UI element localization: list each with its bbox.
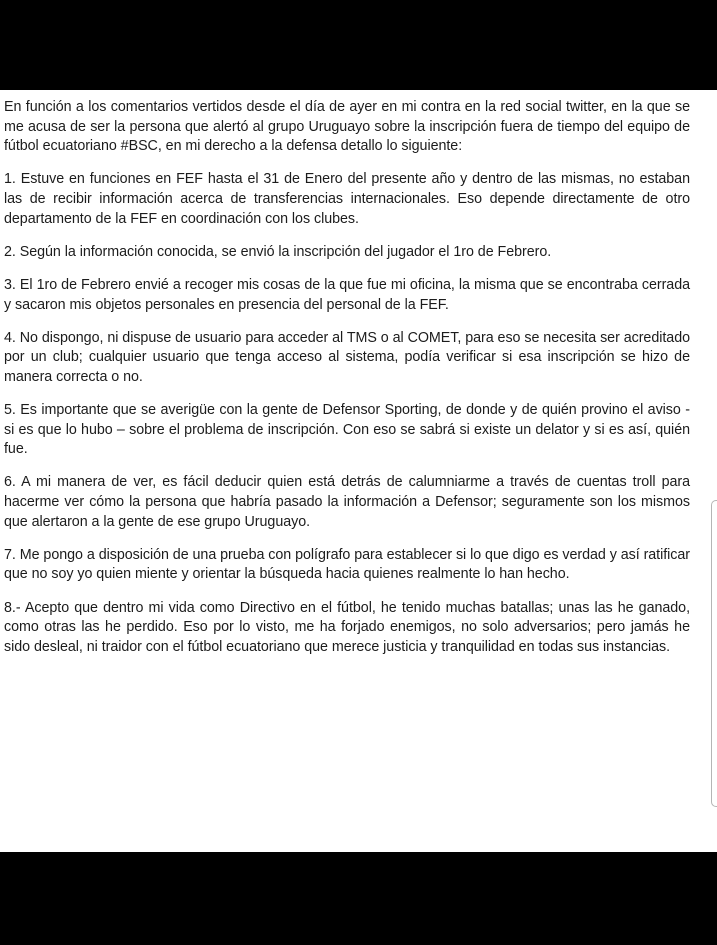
bottom-black-bar [0,852,717,945]
point-8-paragraph: 8.- Acepto que dentro mi vida como Directivo en el fútbol, he tenido muchas batallas; unas las he ganado, como otras las he perdido. Eso por lo visto, me ha forjado enemigos, no solo adversarios; pero jamás he sido desleal, ni traidor con el fútbol ecuatoriano que merece justicia y tranquilidad en todas sus instancias. [4,599,690,655]
page-edge-scrollbar[interactable] [711,500,717,807]
document-page [0,90,717,852]
point-7-paragraph: 7. Me pongo a disposición de una prueba con polígrafo para establecer si lo que digo es verdad y así ratificar que no soy yo quien miente y orientar la búsqueda hacia quienes realmente lo han hecho. [4,546,690,583]
point-2-paragraph: 2. Según la información conocida, se envió la inscripción del jugador el 1ro de Febrero. [4,243,552,260]
point-1-paragraph: 1. Estuve en funciones en FEF hasta el 31 de Enero del presente año y dentro de las mismas, no estaban las de recibir información acerca de transferencias internacionales. Eso depende directamente de otro departamento de la FEF en coordinación con los clubes. [4,171,690,227]
intro-paragraph: En función a los comentarios vertidos desde el día de ayer en mi contra en la red social twitter, en la que se me acusa de ser la persona que alertó al grupo Uruguayo sobre la inscripción fuera de tiempo del equipo de fútbol ecuatoriano #BSC, en mi derecho a la defensa detallo lo siguiente: [4,99,690,155]
document-text [4,98,690,671]
top-black-bar [0,0,717,90]
point-5-paragraph: 5. Es importante que se averigüe con la gente de Defensor Sporting, de donde y de quién provino el aviso - si es que lo hubo – sobre el problema de inscripción. Con eso se sabrá si existe un delator y si es así, quién fue. [4,402,690,458]
point-4-paragraph: 4. No dispongo, ni dispuse de usuario para acceder al TMS o al COMET, para eso se necesita ser acreditado por un club; cualquier usuario que tenga acceso al sistema, podía verificar si esa inscripción se hizo de manera correcta o no. [4,329,690,385]
point-3-paragraph: 3. El 1ro de Febrero envié a recoger mis cosas de la que fue mi oficina, la misma que se encontraba cerrada y sacaron mis objetos personales en presencia del personal de la FEF. [4,276,690,313]
point-6-paragraph: 6. A mi manera de ver, es fácil deducir quien está detrás de calumniarme a través de cuentas troll para hacerme ver cómo la persona que habría pasado la información a Defensor; seguramente son los mismos que alertaron a la gente de ese grupo Uruguayo. [4,474,690,530]
